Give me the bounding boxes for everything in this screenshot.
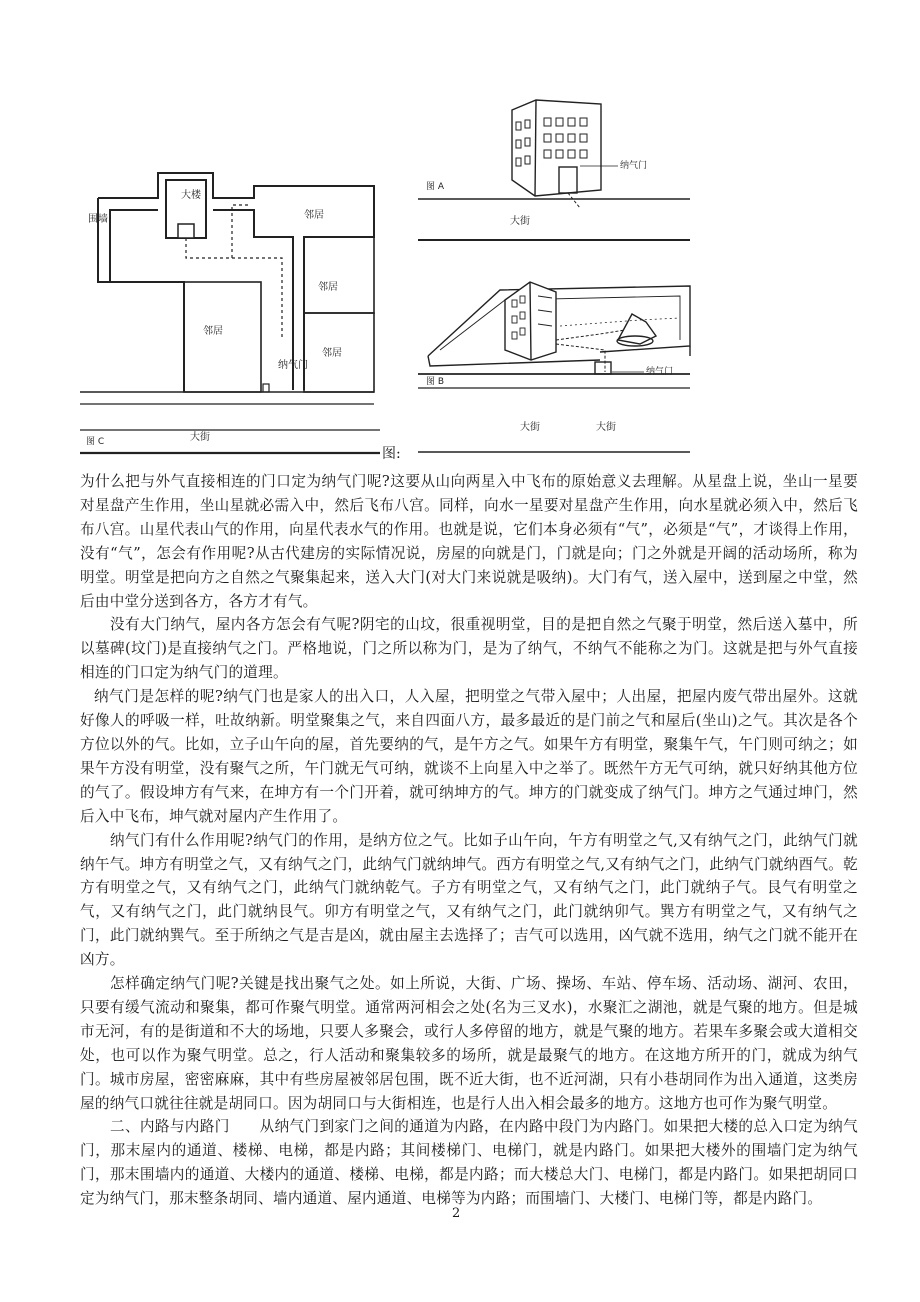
figure-caption-tag: 图:	[382, 446, 401, 462]
fig-c-street-label: 大街	[190, 432, 210, 443]
fig-c-gate-label: 纳气门	[278, 360, 308, 371]
paragraph-5: 怎样确定纳气门呢?关键是找出聚气之处。如上所说，大街、广场、操场、车站、停车场、活动场、湖河、农田，只要有缓气流动和聚集，都可作聚气明堂。通常两河相会之处(名为三叉水)，水聚汇之湖池，就是气聚的地方。但是城市无河，有的是街道和不大的场地，只要人多聚会，或行人多停留的地方，就是气聚的地方。若果车多聚会或大道相交处，也可以作为聚气明堂。总之，行人活动和聚集较多的场所，就是最聚气的地方。在这地方所开的门，就成为纳气门。城市房屋，密密麻麻，其中有些房屋被邻居包围，既不近大街，也不近河湖，只有小巷胡同作为出入通道，这类房屋的纳气口就往往就是胡同口。因为胡同口与大街相连，也是行人出入相会最多的地方。这地方也可作为聚气明堂。	[80, 975, 858, 1112]
paragraph-1: 为什么把与外气直接相连的门口定为纳气门呢?这要从山向两星入中飞布的原始意义去理解。从星盘上说，坐山一星要对星盘产生作用，坐山星就必需入中，然后飞布八宫。同样，向水一星要对星盘产生作用，向水星就必须入中，然后飞布八宫。山星代表山气的作用，向星代表水气的作用。也就是说，它们本身必须有“气”，必须是“气”，才谈得上作用，没有“气”，怎会有作用呢?从古代建房的实际情况说，房屋的向就是门，门就是向；门之外就是开阔的活动场所，称为明堂。明堂是把向方之自然之气聚集起来，送入大门(对大门来说就是吸纳)。大门有气，送入屋中，送到屋之中堂，然后由中堂分送到各方，各方才有气。	[80, 473, 858, 610]
paragraph-2: 没有大门纳气，屋内各方怎会有气呢?阴宅的山坟，很重视明堂，目的是把自然之气聚于明堂，然后送入墓中，所以墓碑(坟门)是直接纳气之门。严格地说，门之所以称为门，是为了纳气，不纳气不能称之为门。这就是把与外气直接相连的门口定为纳气门的道理。	[80, 616, 858, 682]
figure-b-labels	[426, 365, 673, 433]
fig-b-street-label: 大街	[520, 422, 540, 433]
paragraph-6: 二、内路与内路门 从纳气门到家门之间的通道为内路，在内路中段门为内路门。如果把大楼的总入口定为纳气门，那末屋内的通道、楼梯、电梯，都是内路；其间楼梯门、电梯门，就是内路门。如果把大楼外的围墙门定为纳气门，那末围墙内的通道、大楼内的通道、楼梯、电梯，都是内路；而大楼总大门、电梯门，都是内路门。如果把胡同口定为纳气门，那末整条胡同、墙内通道、屋内通道、电梯等为内路；而围墙门、大楼门、电梯门等，都是内路门。	[80, 1118, 858, 1208]
fig-a-label: 图 A	[426, 182, 445, 192]
fig-c-neighbor-1: 邻居	[304, 210, 324, 221]
fig-b-label: 图 B	[426, 377, 445, 387]
fig-c-neighbor-2: 邻居	[318, 282, 338, 293]
fig-a-street-label: 大街	[510, 216, 530, 227]
body-text	[80, 470, 858, 1211]
paragraph-3: 纳气门是怎样的呢?纳气门也是家人的出入口，人入屋，把明堂之气带入屋中；人出屋，把屋内废气带出屋外。这就好像人的呼吸一样，吐故纳新。明堂聚集之气，来自四面八方，最多最近的是门前之气和屋后(坐山)之气。其次是各个方位以外的气。比如，立子山午向的屋，首先要纳的气，是午方之气。如果午方有明堂，聚集午气，午门则可纳之；如果午方没有明堂，没有聚气之所，午门就无气可纳，就谈不上向星入中之举了。既然午方无气可纳，就只好纳其他方位的气了。假设坤方有气来，在坤方有一个门开着，就可纳坤方的气。坤方的门就变成了纳气门。坤方之气通过坤门，然后入中飞布，坤气就对屋内产生作用了。	[80, 688, 858, 825]
page-number: 2	[452, 1206, 461, 1221]
figure-illustrations	[0, 0, 920, 470]
fig-b-gate-label: 纳气门	[646, 367, 674, 377]
fig-c-neighbor-3: 邻居	[203, 326, 223, 337]
fig-c-wall-label: 围墙	[88, 214, 108, 225]
fig-c-tower-label: 大楼	[181, 190, 201, 201]
fig-b-street-label-2: 大街	[596, 422, 616, 433]
figure-a	[418, 100, 690, 240]
fig-c-label: 图 C	[86, 437, 105, 447]
fig-a-gate-label: 纳气门	[620, 161, 648, 171]
figure-a-labels	[426, 159, 647, 227]
paragraph-4: 纳气门有什么作用呢?纳气门的作用，是纳方位之气。比如子山午向，午方有明堂之气,又有纳气之门，此纳气门就纳午气。坤方有明堂之气，又有纳气之门，此纳气门就纳坤气。西方有明堂之气,又有纳气之门，此纳气门就纳酉气。乾方有明堂之气，又有纳气之门，此纳气门就纳乾气。子方有明堂之气，又有纳气之门，此门就纳子气。艮气有明堂之气，又有纳气之门，此门就纳艮气。卯方有明堂之气，又有纳气之门，此门就纳卯气。巽方有明堂之气，又有纳气之门，此门就纳巽气。至于所纳之气是吉是凶，就由屋主去选择了；吉气可以选用，凶气就不选用，纳气之门就不能开在凶方。	[80, 831, 858, 969]
figure-c	[80, 173, 380, 453]
figure-area	[0, 0, 920, 470]
fig-c-neighbor-4: 邻居	[322, 348, 342, 359]
